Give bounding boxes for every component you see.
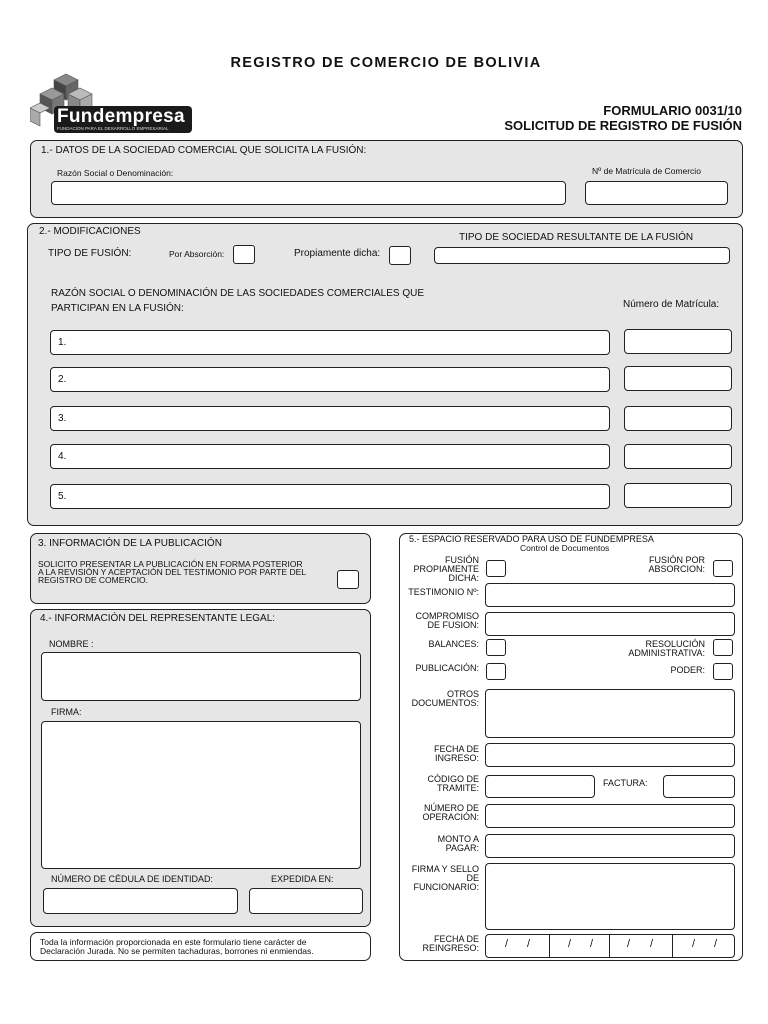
otros-documentos-label: OTROS DOCUMENTOS:	[411, 689, 479, 708]
testimonio-field[interactable]	[485, 583, 735, 607]
codigo-tramite-field[interactable]	[485, 775, 595, 798]
date-slash: /	[568, 938, 572, 950]
date-slash: /	[505, 938, 509, 950]
reingreso-divider	[609, 935, 610, 957]
numero-operacion-label: NÚMERO DE OPERACIÓN:	[422, 803, 479, 822]
form-title: SOLICITUD DE REGISTRO DE FUSIÓN	[504, 118, 742, 133]
poder-label: PODER:	[670, 665, 705, 675]
reingreso-divider	[549, 935, 550, 957]
cedula-field[interactable]	[43, 888, 238, 914]
date-slash: /	[590, 938, 594, 950]
razon-social-label: Razón Social o Denominación:	[57, 168, 174, 178]
factura-field[interactable]	[663, 775, 735, 798]
fundempresa-logo	[30, 72, 195, 134]
date-slash: /	[527, 938, 531, 950]
fecha-reingreso-field[interactable]	[485, 934, 735, 958]
firma-label: FIRMA:	[51, 707, 82, 717]
declaracion-line1: Toda la información proporcionada en este formulario tiene carácter de	[40, 937, 307, 947]
date-slash: /	[714, 938, 718, 950]
fusion-propiamente-checkbox[interactable]	[486, 560, 506, 577]
tipo-fusion-label: TIPO DE FUSIÓN:	[48, 248, 132, 259]
publicacion-checkbox[interactable]	[486, 663, 506, 680]
sociedad-row-5[interactable]: 5.	[50, 484, 610, 509]
razon-social-sociedades-line1: RAZÓN SOCIAL O DENOMINACIÓN DE LAS SOCIEDADES COMERCIALES QUE	[51, 288, 425, 299]
firma-field[interactable]	[41, 721, 361, 869]
expedida-field[interactable]	[249, 888, 363, 914]
razon-social-field[interactable]	[51, 181, 566, 205]
section-2-title: 2.- MODIFICACIONES	[39, 226, 141, 237]
declaracion-jurada-note	[30, 932, 371, 961]
date-slash: /	[650, 938, 654, 950]
logo-tagline: FUNDACION PARA EL DESARROLLO EMPRESARIAL	[57, 126, 169, 131]
fecha-reingreso-label: FECHA DE REINGRESO:	[422, 934, 479, 953]
balances-label: BALANCES:	[428, 639, 479, 649]
resolucion-label: RESOLUCIÓN ADMINISTRATIVA:	[628, 639, 705, 658]
date-slash: /	[627, 938, 631, 950]
firma-sello-label: FIRMA Y SELLO DE FUNCIONARIO:	[411, 864, 479, 892]
nombre-label: NOMBRE :	[49, 639, 94, 649]
propiamente-dicha-checkbox[interactable]	[389, 246, 411, 265]
matricula-row-5[interactable]	[624, 483, 732, 508]
logo-name: Fundempresa	[57, 106, 185, 127]
sociedad-row-4[interactable]: 4.	[50, 444, 610, 469]
testimonio-label: TESTIMONIO Nº:	[408, 587, 479, 597]
publicacion-posterior-checkbox[interactable]	[337, 570, 359, 589]
matricula-row-4[interactable]	[624, 444, 732, 469]
balances-checkbox[interactable]	[486, 639, 506, 656]
monto-pagar-field[interactable]	[485, 834, 735, 858]
fusion-propiamente-label: FUSIÓN PROPIAMENTE DICHA:	[413, 555, 479, 583]
sociedad-row-2[interactable]: 2.	[50, 367, 610, 392]
section-5-subtitle: Control de Documentos	[520, 543, 610, 553]
sociedad-row-3[interactable]: 3.	[50, 406, 610, 431]
section-4-title: 4.- INFORMACIÓN DEL REPRESENTANTE LEGAL:	[40, 613, 276, 624]
matricula-row-2[interactable]	[624, 366, 732, 391]
cedula-label: NÚMERO DE CÉDULA DE IDENTIDAD:	[51, 874, 214, 884]
tipo-sociedad-label: TIPO DE SOCIEDAD RESULTANTE DE LA FUSIÓN	[459, 232, 694, 243]
publicacion-text-line2: A LA REVISIÓN Y ACEPTACIÓN DEL TESTIMONIO POR PARTE DEL	[38, 567, 306, 577]
numero-operacion-field[interactable]	[485, 804, 735, 828]
monto-pagar-label: MONTO A PAGAR:	[437, 834, 479, 853]
matricula-row-1[interactable]	[624, 329, 732, 354]
otros-documentos-field[interactable]	[485, 689, 735, 738]
section-5-panel	[399, 533, 743, 961]
section-3-panel	[30, 533, 371, 604]
resolucion-checkbox[interactable]	[713, 639, 733, 656]
codigo-tramite-label: CÓDIGO DE TRAMITE:	[427, 774, 479, 793]
compromiso-label: COMPROMISO DE FUSION:	[415, 611, 479, 630]
factura-label: FACTURA:	[603, 778, 648, 788]
fusion-absorcion-label: FUSIÓN POR ABSORCION:	[648, 555, 705, 574]
declaracion-line2: Declaración Jurada. No se permiten tachaduras, borrones ni enmiendas.	[40, 946, 314, 956]
por-absorcion-label: Por Absorción:	[169, 249, 225, 259]
fecha-ingreso-label: FECHA DE INGRESO:	[433, 744, 479, 763]
nombre-field[interactable]	[41, 652, 361, 701]
reingreso-divider	[672, 935, 673, 957]
section-4-panel	[30, 609, 371, 927]
fusion-absorcion-checkbox[interactable]	[713, 560, 733, 577]
section-5-title: 5.- ESPACIO RESERVADO PARA USO DE FUNDEMPRESA	[409, 534, 654, 544]
poder-checkbox[interactable]	[713, 663, 733, 680]
page-title: REGISTRO DE COMERCIO DE BOLIVIA	[230, 55, 542, 71]
section-1-panel	[30, 140, 743, 218]
publicacion-label: PUBLICACIÓN:	[415, 663, 479, 673]
section-3-title: 3. INFORMACIÓN DE LA PUBLICACIÓN	[38, 538, 222, 549]
publicacion-text-line1: SOLICITO PRESENTAR LA PUBLICACIÓN EN FORMA POSTERIOR	[38, 559, 303, 569]
section-1-title: 1.- DATOS DE LA SOCIEDAD COMERCIAL QUE SOLICITA LA FUSIÓN:	[41, 145, 367, 156]
matricula-comercio-label: Nº de Matrícula de Comercio	[592, 166, 701, 176]
propiamente-dicha-label: Propiamente dicha:	[294, 248, 381, 259]
form-number: FORMULARIO 0031/10	[603, 103, 742, 118]
compromiso-field[interactable]	[485, 612, 735, 636]
fecha-ingreso-field[interactable]	[485, 743, 735, 767]
numero-matricula-label: Número de Matrícula:	[623, 299, 720, 310]
razon-social-sociedades-line2: PARTICIPAN EN LA FUSIÓN:	[51, 303, 184, 314]
por-absorcion-checkbox[interactable]	[233, 245, 255, 264]
firma-sello-field[interactable]	[485, 863, 735, 930]
matricula-comercio-field[interactable]	[585, 181, 728, 205]
date-slash: /	[692, 938, 696, 950]
expedida-label: EXPEDIDA EN:	[271, 874, 334, 884]
publicacion-text-line3: REGISTRO DE COMERCIO.	[38, 575, 149, 585]
tipo-sociedad-field[interactable]	[434, 247, 730, 264]
matricula-row-3[interactable]	[624, 406, 732, 431]
sociedad-row-1[interactable]: 1.	[50, 330, 610, 355]
section-2-panel	[27, 223, 743, 526]
